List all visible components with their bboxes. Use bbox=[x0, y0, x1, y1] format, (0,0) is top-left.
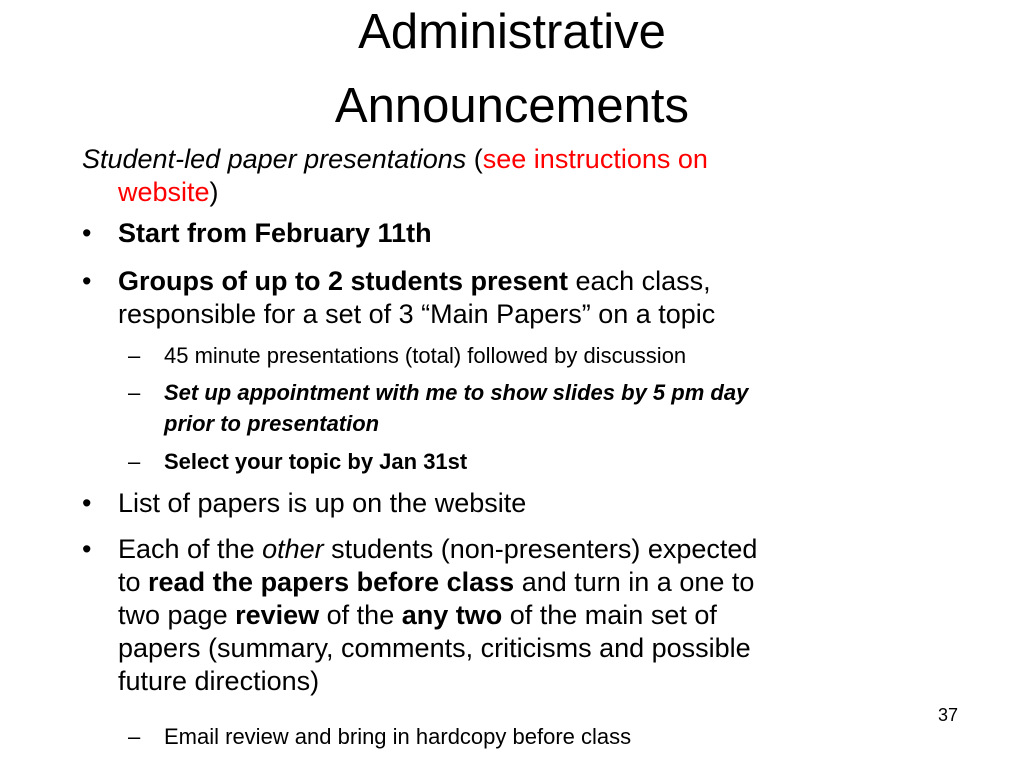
subbullet-text: Select your topic by Jan 31st bbox=[164, 449, 468, 474]
groups-rest: each class, bbox=[568, 266, 711, 296]
review-l5: future directions) bbox=[118, 666, 320, 696]
subbullet-text: 45 minute presentations (total) followed by discussion bbox=[164, 343, 687, 368]
review-l3-a: two page bbox=[118, 600, 236, 630]
bullet-text bbox=[118, 533, 948, 698]
bullet-text: List of papers is up on the website bbox=[118, 488, 527, 518]
review-l2-bold: read the papers before class bbox=[148, 567, 515, 597]
bullet-marker: • bbox=[82, 488, 92, 518]
intro-line-2 bbox=[82, 176, 902, 209]
intro-paragraph bbox=[82, 143, 902, 209]
dash-marker: – bbox=[128, 724, 141, 749]
bullet-marker: • bbox=[82, 266, 92, 296]
review-l1-italic: other bbox=[262, 534, 324, 564]
groups-bold: Groups of up to 2 students present bbox=[118, 266, 569, 296]
appointment-line-1: Set up appointment with me to show slides by 5 pm day bbox=[164, 380, 749, 405]
review-l2-a: to bbox=[118, 567, 149, 597]
appointment-line-2: prior to presentation bbox=[164, 411, 380, 436]
review-l1-c: students (non-presenters) expected bbox=[323, 534, 758, 564]
subbullet-text: Email review and bring in hardcopy before class bbox=[164, 724, 632, 749]
title-line-1: Administrative bbox=[358, 5, 666, 59]
intro-open-paren: ( bbox=[466, 144, 483, 174]
dash-marker: – bbox=[128, 449, 141, 474]
review-l3-bold: review bbox=[235, 600, 320, 630]
title-line-2: Announcements bbox=[334, 79, 690, 133]
instructions-link-part-2[interactable]: website bbox=[118, 177, 210, 207]
review-l3-e: of the main set of bbox=[502, 600, 717, 630]
bullet-text bbox=[118, 265, 948, 331]
dash-marker: – bbox=[128, 343, 141, 368]
review-l1-a: Each of the bbox=[118, 534, 263, 564]
dash-marker: – bbox=[128, 380, 141, 405]
page-number: 37 bbox=[938, 705, 959, 725]
instructions-link-part-1[interactable]: see instructions on bbox=[482, 144, 708, 174]
subbullet-text bbox=[164, 377, 934, 439]
review-l4: papers (summary, comments, criticisms and possible bbox=[118, 633, 751, 663]
bullet-marker: • bbox=[82, 218, 92, 248]
review-l3-c: of the bbox=[319, 600, 402, 630]
intro-italic: Student-led paper presentations bbox=[82, 144, 467, 174]
bullet-text: Start from February 11th bbox=[118, 218, 432, 248]
intro-line-1 bbox=[82, 143, 902, 176]
groups-line-2: responsible for a set of 3 “Main Papers” on a topic bbox=[118, 299, 716, 329]
review-l3-bold-2: any two bbox=[401, 600, 503, 630]
intro-close-paren: ) bbox=[209, 177, 219, 207]
review-l2-c: and turn in a one to bbox=[514, 567, 755, 597]
bullet-marker: • bbox=[82, 534, 92, 564]
